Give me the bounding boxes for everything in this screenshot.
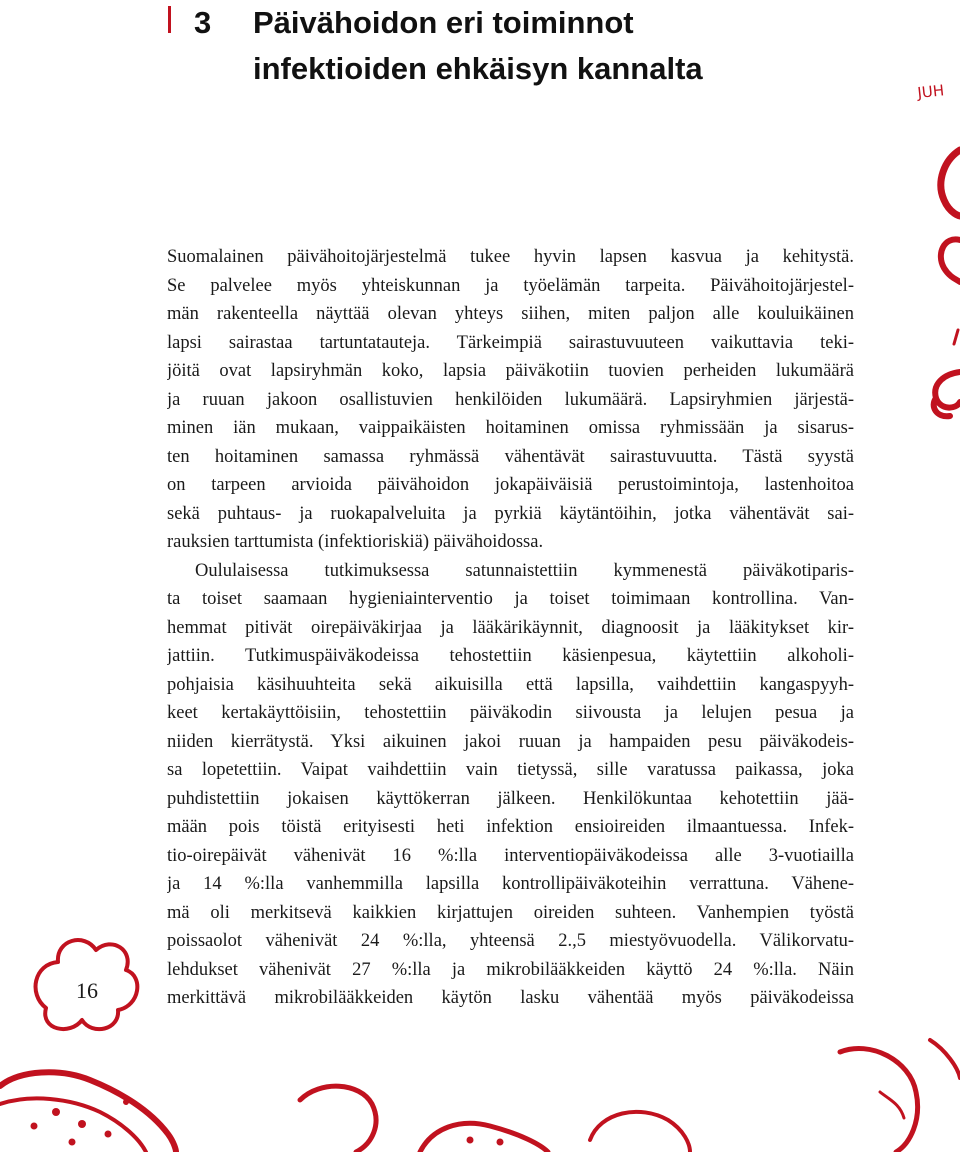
text-line: lehdukset vähenivät 27 %:lla ja mikrobilääkkeiden käyttö 24 %:lla. Näin: [167, 959, 854, 980]
text-line: hemmat pitivät oirepäiväkirjaa ja lääkärikäynnit, diagnoosit ja lääkitykset kir-: [167, 617, 854, 638]
text-line: jattiin. Tutkimuspäiväkodeissa tehostettiin käsienpesua, käytettiin alkoholi-: [167, 646, 854, 666]
text-line: keet kertakäyttöisiin, tehostettiin päiväkodin siivousta ja lelujen pesua ja: [167, 703, 854, 723]
text-line: Oululaisessa tutkimuksessa satunnaistettiin kymmenestä päiväkotiparis-: [195, 560, 854, 581]
chapter-title-line-2: infektioiden ehkäisyn kannalta: [253, 51, 703, 86]
text-line: Suomalainen päivähoitojärjestelmä tukee hyvin lapsen kasvua ja kehitystä.: [167, 247, 854, 267]
page-number: 16: [76, 978, 98, 1003]
body-text: [167, 243, 854, 1013]
text-line: pohjaisia käsihuuhteita sekä aikuisilla että lapsilla, vaihdettiin kangaspyyh-: [167, 674, 854, 695]
text-line: tio-oirepäivät vähenivät 16 %:lla interventiopäiväkodeissa alle 3-vuotiailla: [167, 845, 854, 866]
text-line: sa lopetettiin. Vaipat vaihdettiin vain tietyssä, sille varatussa paikassa, joka: [167, 760, 854, 780]
text-line: merkittävä mikrobilääkkeiden käytön lasku vähentää myös päiväkodeissa: [167, 988, 854, 1008]
text-line: ta toiset saamaan hygieniainterventio ja toiset toimimaan kontrollina. Van-: [167, 589, 854, 609]
text-line: ja ruuan jakoon osallistuvien henkilöiden lukumäärä. Lapsiryhmien järjestä-: [167, 389, 854, 410]
text-line: lapsi sairastaa tartuntatauteja. Tärkeimpiä sairastuvuuteen vaikuttavia teki-: [167, 332, 854, 353]
text-line: rauksien tarttumista (infektioriskiä) päivähoidossa.: [167, 532, 544, 552]
text-line: minen iän mukaan, vaippaikäisten hoitaminen omissa ryhmissään ja sisarus-: [167, 418, 854, 438]
text-line: ja 14 %:lla vanhemmilla lapsilla kontrollipäiväkoteihin verrattuna. Vähene-: [167, 874, 854, 894]
text-line: on tarpeen arvioida päivähoidon jokapäiväisiä perustoimintoja, lastenhoitoa: [167, 475, 854, 495]
chapter-number: 3: [194, 5, 212, 40]
text-line: jöitä ovat lapsiryhmän koko, lapsia päiväkotiin tuovien perheiden lukumäärä: [167, 361, 854, 381]
text-line: ten hoitaminen samassa ryhmässä vähentävät sairastuvuutta. Tästä syystä: [167, 446, 854, 467]
text-line: Se palvelee myös yhteiskunnan ja työelämän tarpeita. Päivähoitojärjestel-: [167, 275, 854, 296]
chapter-marker-bar: [168, 6, 171, 33]
margin-handwriting: JUH: [916, 81, 945, 102]
chapter-title-line-1: Päivähoidon eri toiminnot: [253, 5, 634, 40]
text-line: niiden kierrätystä. Yksi aikuinen jakoi ruuan ja hampaiden pesu päiväkodeis-: [167, 731, 854, 752]
text-line: puhdistettiin jokaisen käyttökerran jälkeen. Henkilökuntaa kehotettiin jää-: [167, 788, 854, 809]
text-line: poissaolot vähenivät 24 %:lla, yhteensä 2.,5 miestyövuodella. Välikorvatu-: [167, 931, 854, 951]
text-line: sekä puhtaus- ja ruokapalveluita ja pyrkiä käytäntöihin, jotka vähentävät sai-: [167, 503, 854, 524]
text-line: mä oli merkitsevä kaikkien kirjattujen oireiden suhteen. Vanhempien työstä: [167, 902, 854, 923]
text-line: män rakenteella näyttää olevan yhteys siihen, miten paljon alle kouluikäinen: [167, 304, 854, 324]
text-line: mään pois töistä erityisesti heti infektion ensioireiden ilmaantuessa. Infek-: [167, 817, 854, 837]
